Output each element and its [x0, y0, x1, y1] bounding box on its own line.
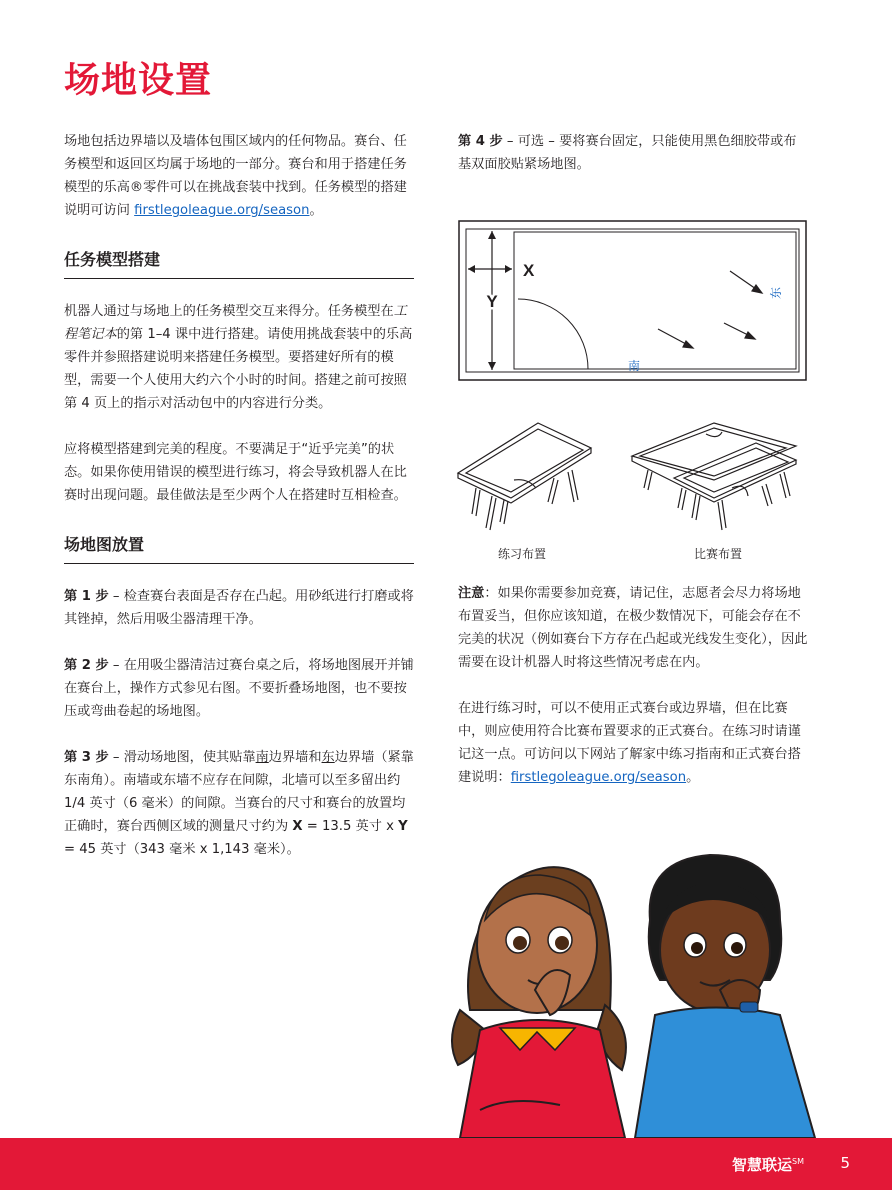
boy-pupil-right	[731, 942, 743, 954]
intro-paragraph: 场地包括边界墙以及墙体包围区域内的任何物品。赛台、任务模型和返回区均属于场地的一部分。赛台和用于搭建任务模型的乐高®零件可以在挑战套装中找到。任务模型的搭建说明可访问 firstlegoleague.org/season。	[64, 134, 407, 218]
girl-pupil-left	[513, 936, 527, 950]
boy-watch	[740, 1002, 758, 1012]
step-2-paragraph: 第 2 步 – 在用吸尘器清洁过赛台桌之后，将场地图展开并铺在赛台上，操作方式参见右图。不要折叠场地图，也不要按压或弯曲卷起的场地图。	[64, 658, 414, 719]
right-column	[458, 130, 808, 199]
mission-build-heading: 任务模型搭建	[64, 249, 414, 279]
competition-table-leg	[762, 484, 772, 506]
mission-build-paragraph-1: 机器人通过与场地上的任务模型交互来得分。任务模型在工程笔记本的第 1–4 课中进行搭建。请使用挑战套装中的乐高零件并参照搭建说明来搭建任务模型。要搭建好所有的模型，需要一个人使用大约六个小时的时间。搭建之前可按照第 4 页上的指示对活动包中的内容进行分类。	[64, 304, 413, 411]
direction-arrow	[724, 323, 748, 335]
mat-placement-heading: 场地图放置	[64, 534, 414, 564]
step-4-paragraph: 第 4 步 – 可选 – 要将赛台固定，只能使用黑色细胶带或布基双面胶贴紧场地图。	[458, 134, 797, 172]
practice-setup-figure	[458, 423, 591, 530]
boy-shirt	[635, 1008, 815, 1139]
competition-table-leg	[678, 488, 686, 510]
practice-table-leg	[486, 496, 496, 530]
competition-table-leg	[644, 470, 652, 490]
direction-arrow	[658, 329, 686, 344]
girl-figure	[452, 867, 626, 1138]
practice-table-edge	[458, 448, 591, 503]
competition-setup-figure	[632, 423, 796, 530]
x-arrow-right	[505, 265, 512, 273]
competition-table-arc	[706, 432, 722, 437]
practice-table-leg	[548, 478, 558, 504]
competition-table-mat-b	[684, 448, 788, 492]
practice-table-leg	[568, 470, 578, 502]
left-column	[64, 130, 414, 884]
field-mat	[514, 232, 796, 369]
east-label: 东	[769, 286, 783, 299]
boy-pupil-left	[691, 942, 703, 954]
girl-pupil-right	[555, 936, 569, 950]
season-link-2[interactable]: firstlegoleague.org/season	[510, 770, 687, 785]
y-arrow-bottom	[488, 362, 496, 370]
y-arrow-top	[488, 231, 496, 239]
kids-illustration	[440, 840, 840, 1138]
direction-arrow	[730, 271, 756, 289]
boy-figure	[635, 855, 815, 1138]
south-label: 南	[628, 359, 641, 373]
direction-arrows	[658, 271, 762, 348]
home-area-arc	[518, 299, 588, 369]
table-setup-figures	[456, 418, 808, 538]
direction-arrow-head	[683, 341, 693, 348]
step-3-paragraph: 第 3 步 – 滑动场地图，使其贴靠南边界墙和东边界墙（紧靠东南角）。南墙或东墙不应存在间隙，北墙可以至多留出约 1/4 英寸（6 毫米）的间隙。当赛台的尺寸和赛台的放置均正确时，赛台西侧区域的测量尺寸约为 X = 13.5 英寸 x Y = 45 英寸（343 毫米 x 1,143 毫米）。	[64, 750, 414, 857]
direction-arrow-head	[745, 332, 755, 339]
competition-table-leg	[692, 494, 700, 520]
table-outer-wall	[459, 221, 806, 380]
page-number: 5	[840, 1154, 850, 1172]
direction-arrow-head	[752, 285, 762, 293]
page-title: 场地设置	[64, 60, 213, 101]
season-link[interactable]: firstlegoleague.org/season	[134, 203, 310, 218]
competition-caption: 比赛布置	[694, 547, 743, 561]
practice-table-mat	[466, 429, 583, 492]
x-label: X	[523, 261, 535, 280]
x-arrow-left	[468, 265, 475, 273]
mission-build-paragraph-2: 应将模型搭建到完美的程度。不要满足于“近乎完美”的状态。如果你使用错误的模型进行练习，将会导致机器人在比赛时出现问题。最佳做法是至少两个人在搭建时互相检查。	[64, 442, 407, 503]
table-inner-wall	[466, 229, 799, 372]
step-1-paragraph: 第 1 步 – 检查赛台表面是否存在凸起。用砂纸进行打磨或将其锉掉，然后用吸尘器清理干净。	[64, 589, 414, 627]
practice-table-leg	[500, 500, 508, 524]
competition-table-leg	[780, 472, 790, 498]
notes-block	[458, 582, 810, 812]
competition-table-leg	[718, 500, 726, 530]
note-paragraph: 注意：如果你需要参加竞赛，请记住，志愿者会尽力将场地布置妥当，但你应该知道，在极少数情况下，可能会存在不完美的状况（例如赛台下方存在凸起或光线发生变化），因此需要在设计机器人时将这些情况考虑在内。	[458, 586, 808, 670]
practice-table-leg	[472, 488, 480, 516]
footer-bar	[0, 1138, 892, 1190]
practice-paragraph: 在进行练习时，可以不使用正式赛台或边界墙，但在比赛中，则应使用符合比赛布置要求的正式赛台。在练习时请谨记这一点。可访问以下网站了解家中练习指南和正式赛台搭建说明：firstlegoleague.org/season。	[458, 701, 801, 785]
table-layout-diagram	[458, 219, 808, 384]
practice-caption: 练习布置	[498, 547, 547, 561]
y-label: Y	[486, 292, 498, 311]
footer-brand: 智慧联运℠	[732, 1156, 804, 1174]
